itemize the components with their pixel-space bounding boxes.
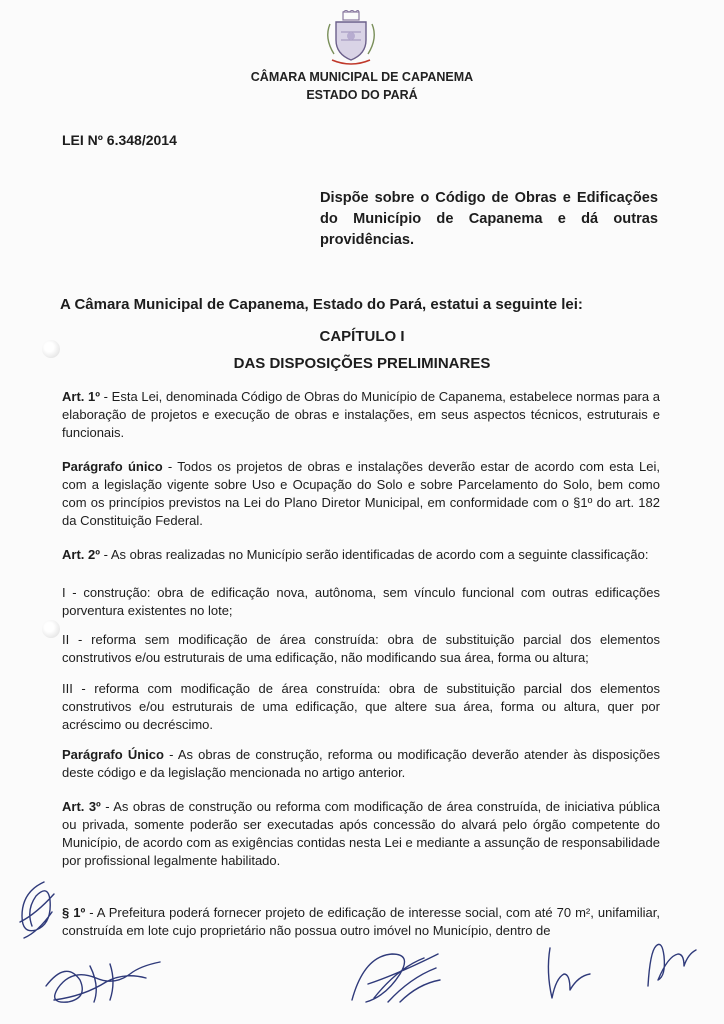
item-iii: III - reforma com modificação de área construída: obra de substituição parcial dos elementos construtivos e/ou estruturais de uma edificação, que altere sua área, forma ou altura, quer por acréscimo ou decréscimo.: [62, 681, 660, 732]
punch-hole: [42, 620, 60, 638]
institution-header: [0, 68, 724, 104]
state-name: ESTADO DO PARÁ: [306, 88, 418, 102]
article-1-sole-paragraph: Parágrafo único - Todos os projetos de obras e instalações deverão estar de acordo com esta Lei, com a legislação vigente sobre Uso e Ocupação do Solo e sobre Parcelamento do Solo, bem como com os princípios previstos na Lei do Plano Diretor Municipal, em conformidade com o §1º do art. 182 da Constituição Federal.: [62, 459, 660, 528]
institution-name: CÂMARA MUNICIPAL DE CAPANEMA: [250, 70, 474, 84]
article-3-paragraph-1: § 1º - A Prefeitura poderá fornecer projeto de edificação de interesse social, com até 70 m², unifamiliar, construída em lote cujo proprietário não possua outro imóvel no Município, dentro de: [62, 905, 660, 938]
chapter-number: CAPÍTULO I: [319, 328, 405, 345]
handwritten-signature: [40, 956, 168, 1008]
article-2: Art. 2º - As obras realizadas no Município serão identificadas de acordo com a seguinte classificação:: [62, 547, 649, 562]
article-2-sole-paragraph: Parágrafo Único - As obras de construção, reforma ou modificação deverão atender às disposições deste código e da legislação mencionada no artigo anterior.: [62, 747, 660, 780]
handwritten-initial-signature: [14, 878, 60, 950]
handwritten-initials: [538, 944, 594, 1002]
law-number: LEI Nº 6.348/2014: [62, 132, 177, 148]
law-summary: Dispõe sobre o Código de Obras e Edificações do Município de Capanema e dá outras providências.: [320, 190, 658, 248]
enacting-clause: A Câmara Municipal de Capanema, Estado do Pará, estatui a seguinte lei:: [60, 296, 583, 313]
chapter-title: DAS DISPOSIÇÕES PRELIMINARES: [233, 355, 491, 372]
article-1: Art. 1º - Esta Lei, denominada Código de Obras do Município de Capanema, estabelece normas para a elaboração de projetos e execução de obras e instalações, em seus aspectos técnicos, estruturais e funcionais.: [62, 389, 660, 440]
handwritten-signature: [344, 944, 456, 1006]
handwritten-initials: [638, 930, 700, 994]
punch-hole: [42, 340, 60, 358]
item-i: I - construção: obra de edificação nova, autônoma, sem vínculo funcional com outras edificações porventura existentes no lote;: [62, 585, 660, 618]
article-3: Art. 3º - As obras de construção ou reforma com modificação de área construída, de iniciativa pública ou privada, somente poderão ser executadas após concessão do alvará pelo órgão competente do Município, de acordo com as exigências contidas nesta Lei e mediante a assunção de responsabilidade por profissional legalmente habilitado.: [62, 799, 660, 868]
coat-of-arms-icon: [322, 10, 380, 68]
item-ii: II - reforma sem modificação de área construída: obra de substituição parcial dos elementos construtivos e/ou estruturais de uma edificação, não modificando sua área, forma ou altura;: [62, 632, 660, 665]
